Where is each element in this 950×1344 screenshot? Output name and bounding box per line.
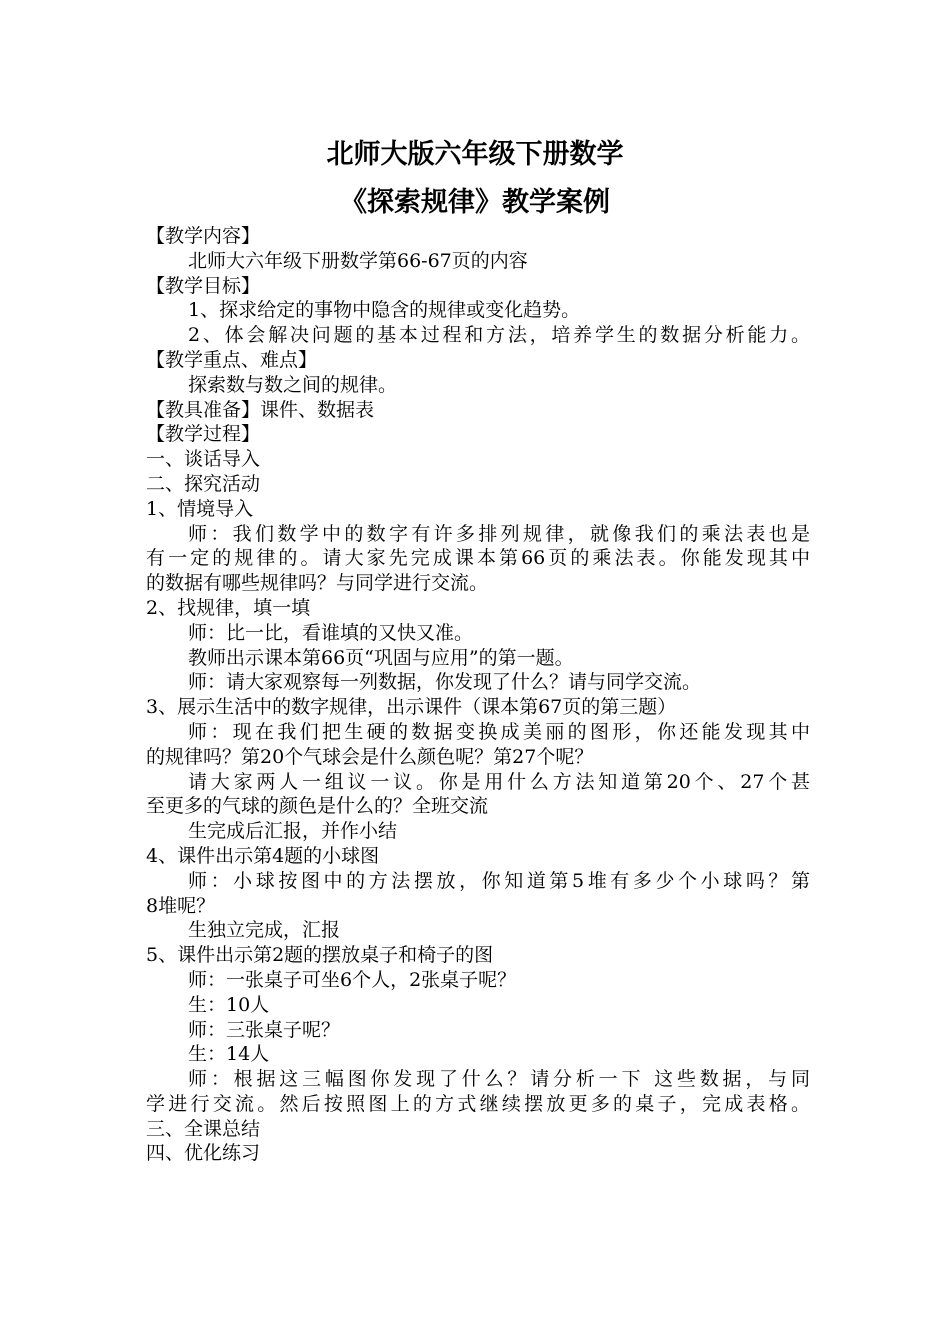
text-line: 探索数与数之间的规律。 bbox=[188, 373, 398, 396]
text-line: 学进行交流。然后按照图上的方式继续摆放更多的桌子，完成表格。 bbox=[146, 1092, 810, 1115]
text-line: 【教学内容】 bbox=[146, 225, 261, 247]
text-line: 1、探求给定的事物中隐含的规律或变化趋势。 bbox=[188, 299, 581, 322]
text-line: 一、谈话导入 bbox=[146, 448, 261, 471]
text-line: 【教具准备】课件、数据表 bbox=[146, 398, 375, 421]
text-line: 的规律吗？第20个气球会是什么颜色呢？第27个呢？ bbox=[146, 745, 594, 768]
text-line: 1、情境导入 bbox=[146, 497, 254, 520]
text-line: 的数据有哪些规律吗？与同学进行交流。 bbox=[146, 572, 489, 595]
text-line: 至更多的气球的颜色是什么的？全班交流 bbox=[146, 795, 489, 818]
text-line: 北师大六年级下册数学第66-67页的内容 bbox=[188, 249, 528, 272]
text-line: 四、优化练习 bbox=[146, 1142, 261, 1165]
text-line: 2、找规律，填一填 bbox=[146, 596, 311, 619]
text-line: 师：三张桌子呢？ bbox=[188, 1018, 341, 1041]
document-title: 北师大版六年级下册数学 bbox=[326, 139, 624, 170]
text-line: 3、展示生活中的数字规律，出示课件（课本第67页的第三题） bbox=[146, 696, 677, 719]
text-line: 生：14人 bbox=[188, 1043, 270, 1066]
text-line: 【教学目标】 bbox=[146, 274, 261, 297]
text-line: 有一定的规律的。请大家先完成课本第66页的乘法表。你能发现其中 bbox=[146, 547, 810, 570]
text-line: 三、全课总结 bbox=[146, 1117, 261, 1140]
text-line: 师：现在我们把生硬的数据变换成美丽的图形，你还能发现其中 bbox=[188, 720, 810, 743]
text-line: 师：请大家观察每一列数据，你发现了什么？请与同学交流。 bbox=[188, 671, 702, 694]
text-line: 师：根据这三幅图你发现了什么？请分析一下 这些数据，与同 bbox=[188, 1068, 810, 1091]
text-line: 8堆呢？ bbox=[146, 894, 216, 917]
text-line: 生独立完成，汇报 bbox=[188, 919, 341, 942]
text-line: 师：小球按图中的方法摆放，你知道第5堆有多少个小球吗？第 bbox=[188, 869, 810, 892]
text-line: 师：一张桌子可坐6个人，2张桌子呢？ bbox=[188, 968, 517, 991]
document-subtitle: 《探索规律》教学案例 bbox=[340, 187, 610, 218]
text-line: 师：我们数学中的数字有许多排列规律，就像我们的乘法表也是 bbox=[188, 522, 810, 545]
text-line: 生完成后汇报，并作小结 bbox=[188, 820, 398, 843]
document-body bbox=[146, 224, 810, 1166]
text-line: 请大家两人一组议一议。你是用什么方法知道第20个、27个甚 bbox=[188, 770, 810, 793]
text-line: 4、课件出示第4题的小球图 bbox=[146, 844, 380, 867]
text-line: 【教学重点、难点】 bbox=[146, 348, 318, 371]
text-line: 生：10人 bbox=[188, 993, 270, 1016]
text-line: 5、课件出示第2题的摆放桌子和椅子的图 bbox=[146, 944, 494, 967]
text-line: 师：比一比，看谁填的又快又准。 bbox=[188, 621, 474, 644]
text-line: 教师出示课本第66页“巩固与应用”的第一题。 bbox=[188, 646, 574, 669]
text-line: 【教学过程】 bbox=[146, 423, 261, 446]
text-line: 二、探究活动 bbox=[146, 472, 261, 495]
text-line: 2、体会解决问题的基本过程和方法，培养学生的数据分析能力。 bbox=[188, 324, 810, 347]
